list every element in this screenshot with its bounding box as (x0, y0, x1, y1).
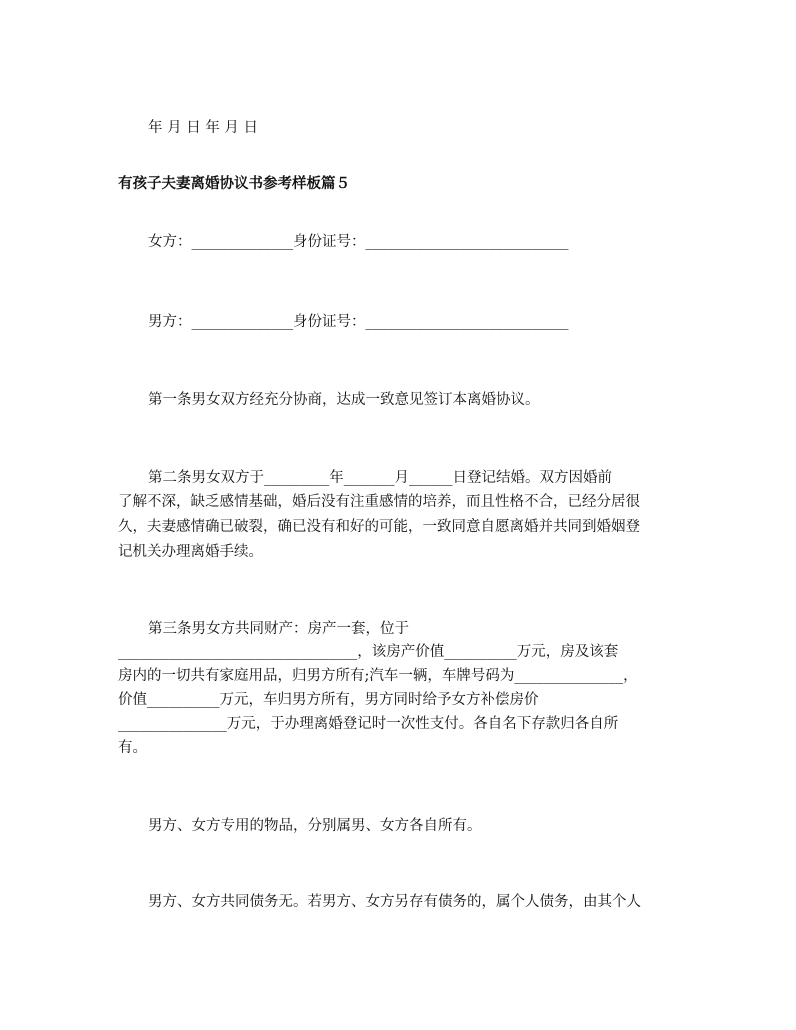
section-heading: 有孩子夫妻离婚协议书参考样板篇５ (118, 176, 350, 192)
personal-items-clause: 男方、女方专用的物品，分别属男、女方各自所有。 (148, 818, 482, 834)
date-line: 年 月 日 年 月 日 (148, 120, 259, 136)
debts-clause: 男方、女方共同债务无。若男方、女方另存有债务的，属个人债务，由其个人 (148, 894, 641, 910)
article-3-line-6: 有。 (118, 740, 147, 756)
article-3-line-3: 房内的一切共有家庭用品，归男方所有;汽车一辆，车牌号码为_______________， (118, 668, 638, 684)
article-2-line-2: 了解不深，缺乏感情基础，婚后没有注重感情的培养，而且性格不合，已经分居很 (118, 494, 640, 510)
male-party-line: 男方：______________身份证号：____________________________ (148, 314, 569, 330)
article-3-line-5: _______________万元，于办理离婚登记时一次性支付。各自名下存款归各自所 (118, 716, 619, 732)
article-1: 第一条男女双方经充分协商，达成一致意见签订本离婚协议。 (148, 392, 540, 408)
article-3-line-1: 第三条男女方共同财产：房产一套，位于 (148, 621, 409, 637)
article-2-line-1: 第二条男女双方于_________年_______月______日登记结婚。双方因婚前 (148, 470, 612, 486)
article-2-line-3: 久，夫妻感情确已破裂，确已没有和好的可能，一致同意自愿离婚并共同到婚姻登 (118, 519, 640, 535)
article-2-line-4: 记机关办理离婚手续。 (118, 544, 263, 560)
female-party-line: 女方：______________身份证号：____________________________ (148, 234, 569, 250)
article-3-line-2: _________________________________，该房产价值__________万元，房及该套 (118, 644, 619, 660)
article-3-line-4: 价值__________万元，车归男方所有，男方同时给予女方补偿房价 (118, 692, 539, 708)
